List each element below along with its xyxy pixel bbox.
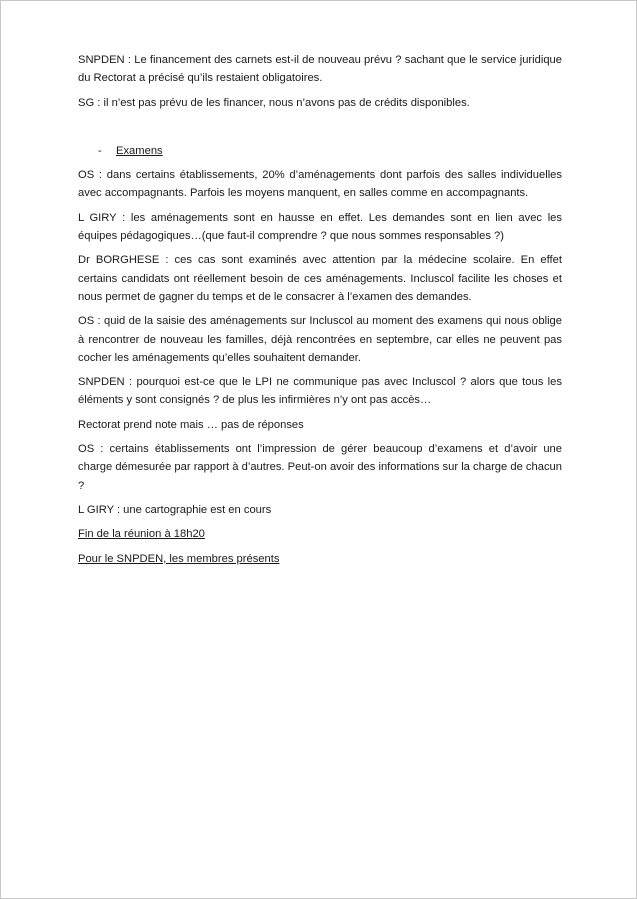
paragraph-snpden-lpi: SNPDEN : pourquoi est-ce que le LPI ne communique pas avec Incluscol ? alors que tous les éléments y sont consignés ? de plus les infirmières n’y ont pas accès… [78,376,562,407]
paragraph-os-charge: OS : certains établissements ont l’impression de gérer beaucoup d’examens et d’avoir une charge démesurée par rapport à d’autres. Peut-on avoir des informations sur la charge de chacun ? [78,443,562,492]
paragraph-os-incluscol: OS : quid de la saisie des aménagements sur Incluscol au moment des examens qui nous oblige à rencontrer de nouveau les familles, déjà rencontrées en septembre, car elles ne peuvent pas cocher les aménagements qu’elles souhaitent demander. [78,315,562,364]
signature-text: Pour le SNPDEN, les membres présents [78,552,280,565]
end-of-meeting-text: Fin de la réunion à 18h20 [78,528,205,541]
spacer [78,118,562,142]
paragraph-os-amenagements: OS : dans certains établissements, 20% d’aménagements dont parfois des salles individuelles avec accompagnants. Parfois les moyens manquent, en salles comme en accompagnants. [78,169,562,200]
section-heading-text: Examens [116,144,163,157]
paragraph-giry-hausse: L GIRY : les aménagements sont en hausse en effet. Les demandes sont en lien avec les équipes pédagogiques…(que faut-il comprendre ? que nous sommes responsables ?) [78,211,562,243]
bullet-dash: - [98,144,102,157]
section-heading-examens [78,142,562,160]
signature-line [78,550,562,568]
paragraph-sg-reponse: SG : il n’est pas prévu de les financer, nous n’avons pas de crédits disponibles. [78,96,470,109]
end-of-meeting-note [78,525,562,543]
paragraph-snpden-financement: SNPDEN : Le financement des carnets est-il de nouveau prévu ? sachant que le service juridique du Rectorat a précisé qu’ils restaient obligatoires. [78,54,562,85]
document-body [78,51,562,574]
paragraph-rectorat-note: Rectorat prend note mais … pas de réponses [78,418,304,431]
paragraph-borghese: Dr BORGHESE : ces cas sont examinés avec attention par la médecine scolaire. En effet certains candidats ont réellement besoin de ces aménagements. Incluscol facilite les choses et nous permet de gagner du temps et de le consacrer à l’examen des demandes. [78,254,562,303]
paragraph-giry-cartographie: L GIRY : une cartographie est en cours [78,503,272,516]
